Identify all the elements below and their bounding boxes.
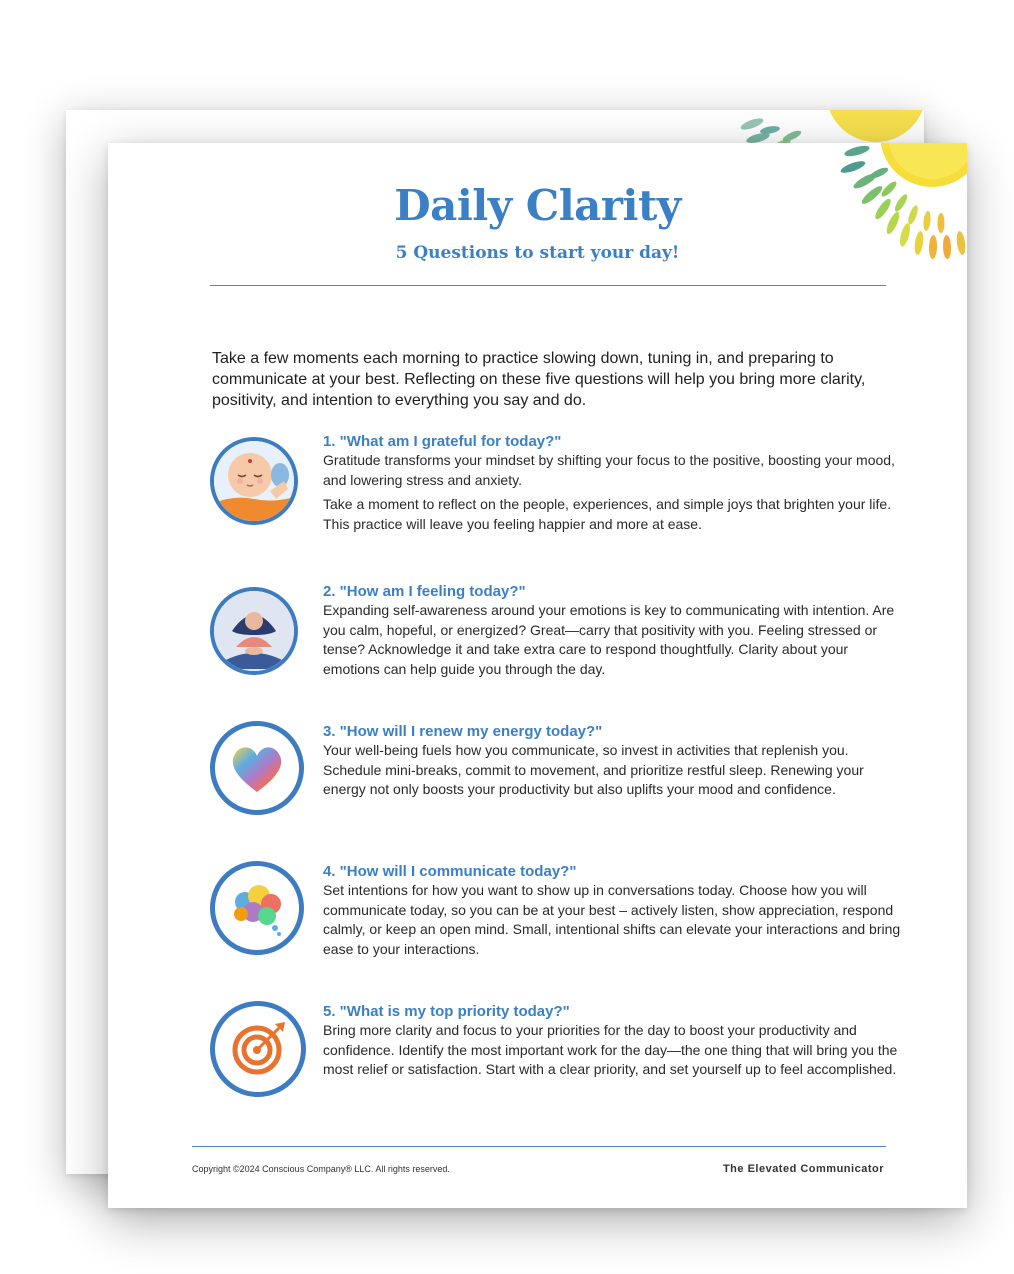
meditating-woman-icon bbox=[210, 587, 298, 675]
speech-cloud-icon bbox=[210, 861, 304, 955]
intro-paragraph: Take a few moments each morning to practice slowing down, tuning in, and preparing to communicate at your best. Reflecting on these five questions will help you bring more clarity, positivity, and intention to everything you say and do. bbox=[212, 350, 866, 409]
question-body: Take a moment to reflect on the people, experiences, and simple joys that brighten your life. This practice will leave you feeling happier and more at ease. bbox=[323, 496, 892, 532]
question-2-text bbox=[323, 583, 903, 679]
colorful-heart-icon bbox=[210, 721, 304, 815]
front-sheet bbox=[108, 143, 967, 1208]
question-1-text bbox=[323, 433, 903, 534]
question-heading: 1. "What am I grateful for today?" bbox=[323, 433, 562, 450]
question-body: Set intentions for how you want to show up in conversations today. Choose how you will communicate today, so you can be at your best – actively listen, show appreciation, respond calmly, or keep an open mind. Small, intentional shifts can elevate your interactions and bring ease to your interactions. bbox=[323, 882, 901, 957]
copyright-notice: Copyright ©2024 Conscious Company® LLC. All rights reserved. bbox=[192, 1164, 450, 1174]
question-heading: 5. "What is my top priority today?" bbox=[323, 1003, 570, 1020]
footer-divider bbox=[192, 1146, 886, 1147]
question-body: Your well-being fuels how you communicate, so invest in activities that replenish you. Schedule mini-breaks, commit to movement, and prioritize restful sleep. Renewing your energy not only boosts your productivity but also uplifts your mood and confidence. bbox=[323, 742, 864, 797]
header-divider bbox=[210, 285, 886, 286]
brand-name: The Elevated Communicator bbox=[722, 1163, 884, 1175]
question-body: Bring more clarity and focus to your priorities for the day to boost your productivity and confidence. Identify the most important work for the day—the one thing that will bring you the most relief or satisfaction. Start with a clear priority, and set yourself up to feel accomplished. bbox=[323, 1022, 898, 1077]
question-3-text bbox=[323, 723, 903, 800]
question-5-text bbox=[323, 1003, 903, 1080]
page-title: Daily Clarity bbox=[394, 181, 681, 230]
question-heading: 4. "How will I communicate today?" bbox=[323, 863, 577, 880]
meditating-monk-icon bbox=[210, 437, 298, 525]
question-heading: 2. "How am I feeling today?" bbox=[323, 583, 526, 600]
question-body: Gratitude transforms your mindset by shifting your focus to the positive, boosting your mood, and lowering stress and anxiety. bbox=[323, 452, 895, 488]
question-4-text bbox=[323, 863, 903, 959]
question-heading: 3. "How will I renew my energy today?" bbox=[323, 723, 603, 740]
page-subtitle: 5 Questions to start your day! bbox=[395, 243, 680, 263]
question-body: Expanding self-awareness around your emotions is key to communicating with intention. Are you calm, hopeful, or energized? Great—carry that positivity with you. Feeling stressed or tense? Acknowledge it and take extra care to respond thoughtfully. Clarity about your emotions can help guide you through the day. bbox=[323, 602, 895, 677]
target-icon bbox=[210, 1001, 306, 1097]
